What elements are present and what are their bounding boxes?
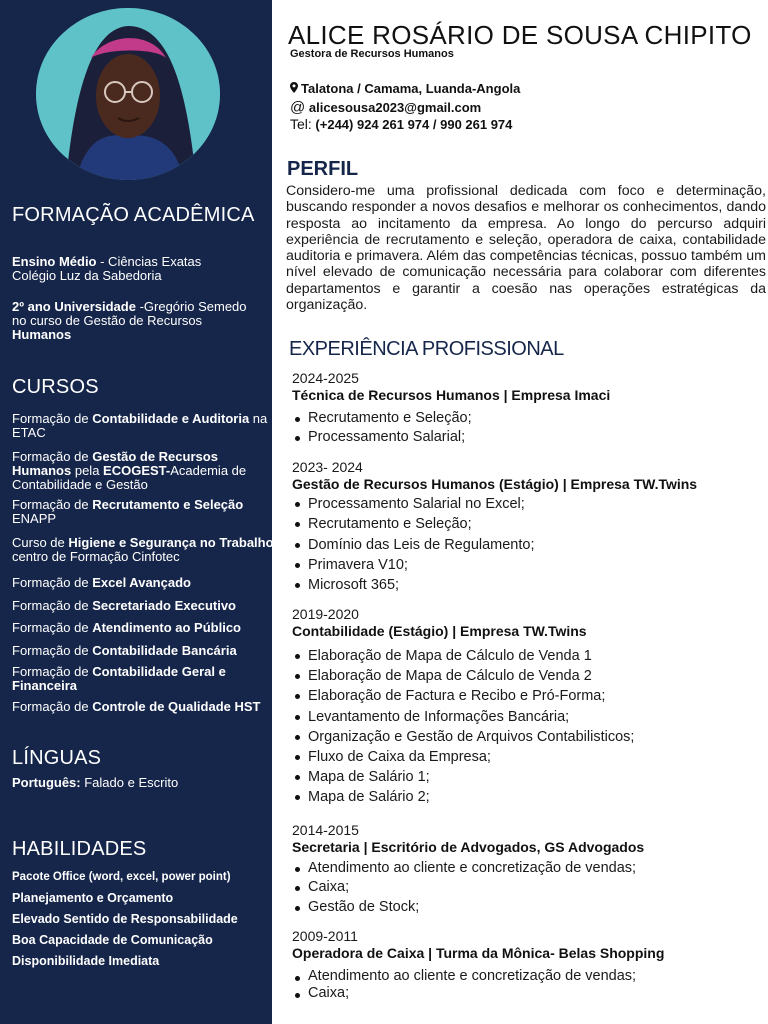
experience-tasks — [292, 859, 762, 917]
profile-photo — [36, 8, 220, 180]
task-item: Recrutamento e Seleção; — [292, 409, 762, 428]
job-role: Gestora de Recursos Humanos — [290, 48, 454, 60]
course-item: Formação de Gestão de Recursos Humanos pela ECOGEST-Academia de Contabilidade e Gestão — [12, 449, 247, 492]
skill-item: Boa Capacidade de Comunicação — [12, 933, 213, 947]
task-item: Processamento Salarial; — [292, 428, 762, 447]
course-item: Formação de Secretariado Executivo — [12, 598, 236, 613]
full-name: ALICE ROSÁRIO DE SOUSA CHIPITO — [288, 20, 752, 50]
education-school: Colégio Luz da Sabedoria — [12, 268, 162, 283]
experience-tasks — [292, 494, 762, 595]
course-item: Formação de Contabilidade Bancária — [12, 643, 237, 658]
education-heading: FORMAÇÃO ACADÊMICA — [12, 204, 255, 226]
task-item: Domínio das Leis de Regulamento; — [292, 535, 762, 555]
person-portrait-icon — [36, 8, 220, 180]
task-item: Fluxo de Caixa da Empresa; — [292, 747, 762, 767]
main-content — [272, 0, 768, 1024]
task-item: Caixa; — [292, 985, 762, 1002]
course-item: Formação de Atendimento ao Público — [12, 620, 241, 635]
languages-heading: LÍNGUAS — [12, 747, 102, 769]
experience-item — [292, 928, 762, 1002]
experience-tasks — [292, 968, 762, 1002]
task-item: Organização e Gestão de Arquivos Contabilisticos; — [292, 727, 762, 747]
experience-title: Contabilidade (Estágio) | Empresa TW.Twins — [292, 623, 587, 639]
experience-item — [292, 459, 762, 595]
experience-period: 2023- 2024 — [292, 459, 363, 475]
skill-item: Disponibilidade Imediata — [12, 954, 160, 968]
task-item: Microsoft 365; — [292, 575, 762, 595]
experience-tasks — [292, 409, 762, 446]
profile-text: Considero-me uma profissional dedicada com foco e determinação, buscando responder a novos desafios e melhorar os conhecimentos, dando resposta ao incitamento da empresa. Ao longo do percurso adquiri experiência de recrutamento e seleção, operadora de caixa, contabilidade auditoria e primavera. Além das competências técnicas, possuo também um nível elevado de comunicação necessária para colaborar com diferentes departamentos e garantir a coesão nas operações estratégicas da organização. — [286, 183, 766, 314]
task-item: Primavera V10; — [292, 555, 762, 575]
experience-period: 2009-2011 — [292, 928, 358, 944]
task-item: Elaboração de Factura e Recibo e Pró-Forma; — [292, 686, 762, 706]
education-item — [12, 300, 274, 342]
experience-title: Secretaria | Escritório de Advogados, GS Advogados — [292, 839, 645, 855]
task-item: Processamento Salarial no Excel; — [292, 494, 762, 514]
experience-tasks — [292, 646, 762, 808]
course-item: Curso de Higiene e Segurança no Trabalho centro de Formação Cinfotec — [12, 535, 274, 564]
task-item: Atendimento ao cliente e concretização de vendas; — [292, 968, 762, 985]
task-item: Levantamento de Informações Bancária; — [292, 707, 762, 727]
experience-title: Técnica de Recursos Humanos | Empresa Imaci — [292, 387, 611, 403]
language-item: Português: Falado e Escrito — [12, 775, 179, 790]
course-item: Formação de Excel Avançado — [12, 575, 191, 590]
contact-phone: Tel: (+244) 924 261 974 / 990 261 974 — [290, 116, 513, 132]
experience-item — [292, 370, 762, 446]
course-item: Formação de Contabilidade Geral e Financeira — [12, 664, 226, 693]
profile-heading: PERFIL — [287, 158, 359, 180]
skills-heading: HABILIDADES — [12, 838, 147, 860]
courses-heading: CURSOS — [12, 376, 99, 398]
education-level: 2º ano Universidade — [12, 299, 136, 314]
education-course-end: Humanos — [12, 327, 72, 342]
experience-period: 2024-2025 — [292, 370, 359, 386]
task-item: Elaboração de Mapa de Cálculo de Venda 2 — [292, 666, 762, 686]
task-item: Mapa de Salário 2; — [292, 787, 762, 807]
task-item: Elaboração de Mapa de Cálculo de Venda 1 — [292, 646, 762, 666]
education-school: -Gregório Semedo — [135, 299, 247, 314]
task-item: Atendimento ao cliente e concretização de vendas; — [292, 859, 762, 878]
course-item: Formação de Controle de Qualidade HST — [12, 699, 261, 714]
location-pin-icon — [290, 81, 298, 91]
task-item: Mapa de Salário 1; — [292, 767, 762, 787]
education-field: - Ciências Exatas — [96, 254, 202, 269]
at-sign-icon: @ — [290, 99, 306, 116]
education-item — [12, 255, 274, 283]
experience-period: 2014-2015 — [292, 822, 359, 838]
contact-location: Talatona / Camama, Luanda-Angola — [290, 81, 520, 96]
experience-title: Gestão de Recursos Humanos (Estágio) | Empresa TW.Twins — [292, 476, 698, 492]
task-item: Gestão de Stock; — [292, 898, 762, 917]
skill-item: Pacote Office (word, excel, power point) — [12, 871, 231, 883]
task-item: Caixa; — [292, 878, 762, 897]
sidebar — [0, 0, 272, 1024]
skill-item: Planejamento e Orçamento — [12, 891, 174, 905]
course-item: Formação de Recrutamento e Seleção ENAPP — [12, 497, 244, 526]
skill-item: Elevado Sentido de Responsabilidade — [12, 912, 238, 926]
course-item: Formação de Contabilidade e Auditoria na ETAC — [12, 411, 268, 440]
experience-title: Operadora de Caixa | Turma da Mônica- Belas Shopping — [292, 945, 665, 961]
skills-list — [12, 867, 274, 972]
education-level: Ensino Médio — [12, 254, 97, 269]
experience-item — [292, 606, 762, 808]
task-item: Recrutamento e Seleção; — [292, 514, 762, 534]
education-course: no curso de Gestão de Recursos — [12, 313, 203, 328]
experience-period: 2019-2020 — [292, 606, 359, 622]
experience-heading: EXPERIÊNCIA PROFISSIONAL — [289, 338, 564, 360]
contact-email[interactable]: @ alicesousa2023@gmail.com — [290, 99, 482, 116]
experience-item — [292, 822, 762, 917]
